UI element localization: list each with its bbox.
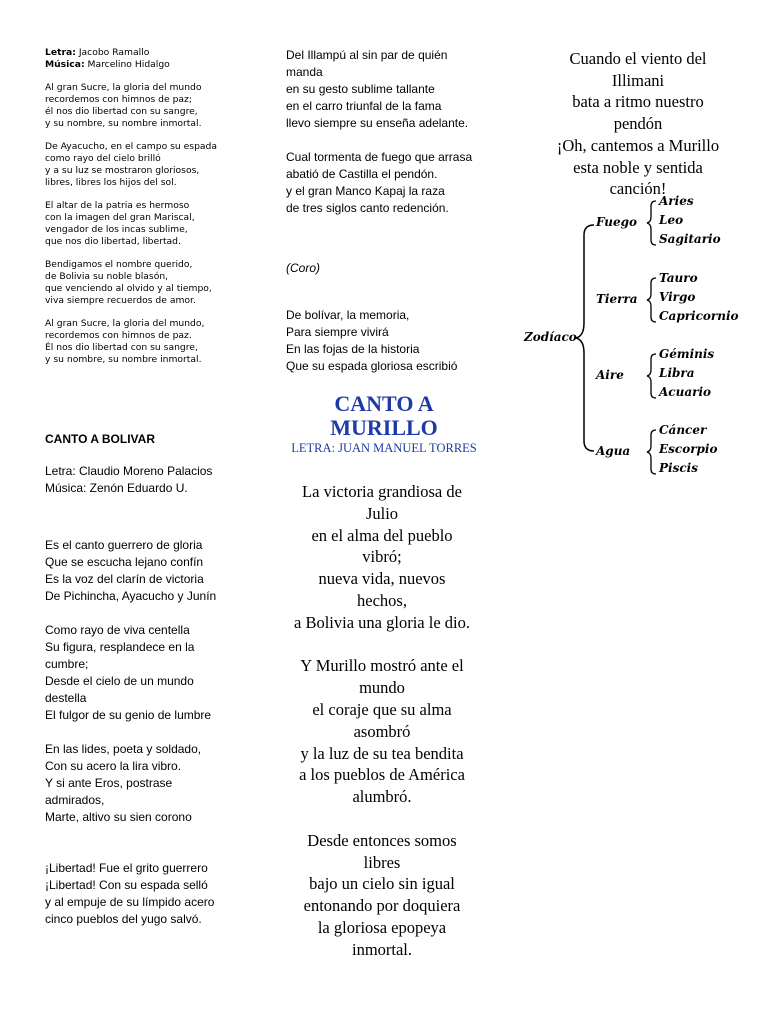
zodiac-diagram: [522, 193, 752, 483]
bolivar-stanza: [45, 622, 216, 724]
verse-line: Al gran Sucre, la gloria del mundo,: [45, 318, 205, 329]
verse-line: De bolívar, la memoria,: [286, 308, 410, 322]
letra-value: Jacobo Ramallo: [78, 47, 150, 58]
verse-line: Es la voz del clarín de victoria: [45, 572, 204, 586]
bolivar-stanza: [45, 860, 216, 928]
zodiac-sign-label: Géminis: [659, 347, 715, 361]
coro-label: (Coro): [286, 261, 321, 275]
zodiac-sign-label: Sagitario: [659, 232, 721, 246]
verse-line: y la luz de su tea bendita: [300, 743, 464, 763]
verse-line: vibró;: [362, 547, 402, 567]
verse-line: recordemos con himnos de paz;: [45, 94, 192, 105]
verse-line: él nos dio libertad con su sangre,: [45, 106, 198, 117]
verse-line: Del Illampú al sin par de quién: [286, 48, 448, 62]
verse-line: de tres siglos canto redención.: [286, 201, 449, 215]
verse-line: destella: [45, 691, 87, 705]
verse-line: Para siempre vivirá: [286, 325, 389, 339]
verse-line: De Ayacucho, en el campo su espada: [45, 141, 218, 152]
verse-line: En las fojas de la historia: [286, 342, 420, 356]
verse-line: bajo un cielo sin igual: [309, 874, 455, 894]
verse-line: Con su acero la lira vibro.: [45, 759, 182, 773]
verse-line: Y si ante Eros, postrase: [45, 776, 173, 790]
himno-stanzas: [45, 82, 217, 366]
verse-line: en el carro triunfal de la fama: [286, 99, 442, 113]
verse-line: la gloriosa epopeya: [317, 917, 447, 937]
zodiac-element-label: Tierra: [596, 292, 638, 306]
bolivar-stanza: [45, 741, 216, 826]
zodiac-element-label: Aire: [596, 368, 624, 382]
verse-line: y su nombre, su nombre inmortal.: [45, 118, 202, 129]
verse-line: el coraje que su alma: [312, 699, 452, 719]
musica-label: Música:: [45, 59, 85, 70]
verse-line: asombró: [353, 721, 411, 741]
credits: [45, 47, 217, 71]
verse-line: y el gran Manco Kapaj la raza: [286, 184, 445, 198]
verse-line: entonando por doquiera: [303, 896, 461, 916]
verse-line: libres, libres los hijos del sol.: [45, 177, 177, 188]
brace-fuego: [647, 201, 656, 245]
verse-line: alumbró.: [352, 787, 412, 807]
murillo-stanza: [280, 655, 484, 808]
zodiac-sign-label: Tauro: [659, 271, 698, 285]
himno-sucre-block: [45, 47, 217, 377]
verse-line: Él nos dio libertad con su sangre,: [45, 342, 198, 353]
canto-bolivar-block: [45, 431, 216, 945]
brace-aire: [647, 354, 656, 398]
murillo-title: CANTO A MURILLO: [330, 391, 438, 440]
verse-line: y al empuje de su límpido acero: [45, 895, 215, 909]
main-brace: [576, 225, 594, 451]
bolivar-title: CANTO A BOLIVAR: [45, 432, 155, 446]
verse-line: ¡Oh, cantemos a Murillo: [556, 135, 720, 155]
zodiac-sign-label: Piscis: [659, 461, 698, 475]
verse-line: que nos dio libertad, libertad.: [45, 236, 181, 247]
verse-line: viva siempre recuerdos de amor.: [45, 295, 196, 306]
zodiac-sign-label: Escorpio: [659, 442, 718, 456]
verse-line: Marte, altivo su sien corono: [45, 810, 192, 824]
verse-line: a Bolivia una gloria le dio.: [294, 612, 470, 632]
zodiac-sign-label: Virgo: [659, 290, 696, 304]
murillo-chorus: [528, 48, 748, 200]
verse-line: como rayo del cielo brilló: [45, 153, 161, 164]
himno-stanza: [45, 200, 217, 248]
verse-line: recordemos con himnos de paz.: [45, 330, 192, 341]
musica-value: Marcelino Hidalgo: [87, 59, 170, 70]
bolivar-continuation: [286, 47, 472, 234]
verse-line: Julio: [365, 503, 399, 523]
murillo-credit: LETRA: JUAN MANUEL TORRES: [291, 441, 477, 455]
murillo-stanza: [280, 830, 484, 961]
bolivar-credits: [45, 463, 216, 497]
verse-line: pendón: [613, 114, 663, 134]
zodiac-root-label: Zodíaco: [524, 330, 577, 344]
verse-line: y a su luz se mostraron gloriosos,: [45, 165, 200, 176]
verse-line: canción!: [609, 179, 667, 199]
zodiac-sign-label: Libra: [659, 366, 695, 380]
verse-line: mundo: [359, 678, 405, 698]
zodiac-sign-label: Leo: [659, 213, 684, 227]
verse-line: Su figura, resplandece en la: [45, 640, 195, 654]
verse-line: nueva vida, nuevos: [318, 569, 446, 589]
verse-line: esta noble y sentida: [573, 157, 703, 177]
verse-line: Illimani: [611, 70, 665, 90]
verse-line: bata a ritmo nuestro: [572, 92, 704, 112]
himno-stanza: [45, 259, 217, 307]
zodiac-sign-label: Aries: [659, 194, 694, 208]
verse-line: a los pueblos de América: [299, 765, 465, 785]
memoria-stanza: [286, 307, 457, 375]
verse-line: admirados,: [45, 793, 105, 807]
verse-line: Cuando el viento del: [569, 49, 707, 68]
verse-line: Al gran Sucre, la gloria del mundo: [45, 82, 202, 93]
brace-tierra: [647, 278, 656, 322]
verse-line: Que se escucha lejano confín: [45, 555, 204, 569]
verse-line: En las lides, poeta y soldado,: [45, 742, 202, 756]
verse-line: Es el canto guerrero de gloria: [45, 538, 203, 552]
bolivar-stanza: [286, 149, 472, 217]
verse-line: Que su espada gloriosa escribió: [286, 359, 458, 373]
zodiac-sign-label: Capricornio: [659, 309, 739, 323]
bolivar-stanza: [45, 537, 216, 605]
verse-line: ¡Libertad! Con su espada selló: [45, 878, 208, 892]
zodiac-sign-label: Acuario: [659, 385, 712, 399]
verse-line: Como rayo de viva centella: [45, 623, 190, 637]
letra-label: Letra:: [45, 47, 76, 58]
brace-agua: [647, 430, 656, 474]
verse-line: cumbre;: [45, 657, 89, 671]
verse-line: con la imagen del gran Mariscal,: [45, 212, 195, 223]
zodiac-sign-label: Cáncer: [659, 423, 707, 437]
murillo-stanzas: [280, 481, 484, 982]
verse-line: vengador de los incas sublime,: [45, 224, 188, 235]
verse-line: El altar de la patria es hermoso: [45, 200, 190, 211]
verse-line: Desde el cielo de un mundo: [45, 674, 194, 688]
verse-line: en su gesto sublime tallante: [286, 82, 435, 96]
murillo-stanza: [280, 481, 484, 634]
bolivar-stanza: [286, 47, 472, 132]
verse-line: cinco pueblos del yugo salvó.: [45, 912, 202, 926]
zodiac-element-label: Agua: [596, 444, 631, 458]
bolivar-letra: Letra: Claudio Moreno Palacios: [45, 464, 213, 478]
bolivar-stanzas: [45, 537, 216, 928]
verse-line: hechos,: [357, 590, 407, 610]
himno-stanza: [45, 141, 217, 189]
verse-line: El fulgor de su genio de lumbre: [45, 708, 212, 722]
verse-line: Y Murillo mostró ante el: [300, 656, 464, 676]
verse-line: Cual tormenta de fuego que arrasa: [286, 150, 473, 164]
verse-line: de Bolivia su noble blasón,: [45, 271, 169, 282]
verse-line: libres: [363, 852, 401, 872]
himno-stanza: [45, 82, 217, 130]
verse-line: De Pichincha, Ayacucho y Junín: [45, 589, 217, 603]
zodiac-element-label: Fuego: [596, 215, 638, 229]
verse-line: Bendigamos el nombre querido,: [45, 259, 193, 270]
verse-line: llevo siempre su enseña adelante.: [286, 116, 469, 130]
verse-line: y su nombre, su nombre inmortal.: [45, 354, 202, 365]
himno-stanza: [45, 318, 217, 366]
verse-line: La victoria grandiosa de: [302, 482, 462, 501]
verse-line: Desde entonces somos: [307, 830, 457, 850]
verse-line: abatió de Castilla el pendón.: [286, 167, 438, 181]
verse-line: manda: [286, 65, 323, 79]
verse-line: ¡Libertad! Fue el grito guerrero: [45, 861, 208, 875]
verse-line: en el alma del pueblo: [311, 525, 453, 545]
verse-line: que venciendo al olvido y al tiempo,: [45, 283, 212, 294]
verse-line: inmortal.: [351, 939, 413, 959]
bolivar-musica: Música: Zenón Eduardo U.: [45, 481, 188, 495]
